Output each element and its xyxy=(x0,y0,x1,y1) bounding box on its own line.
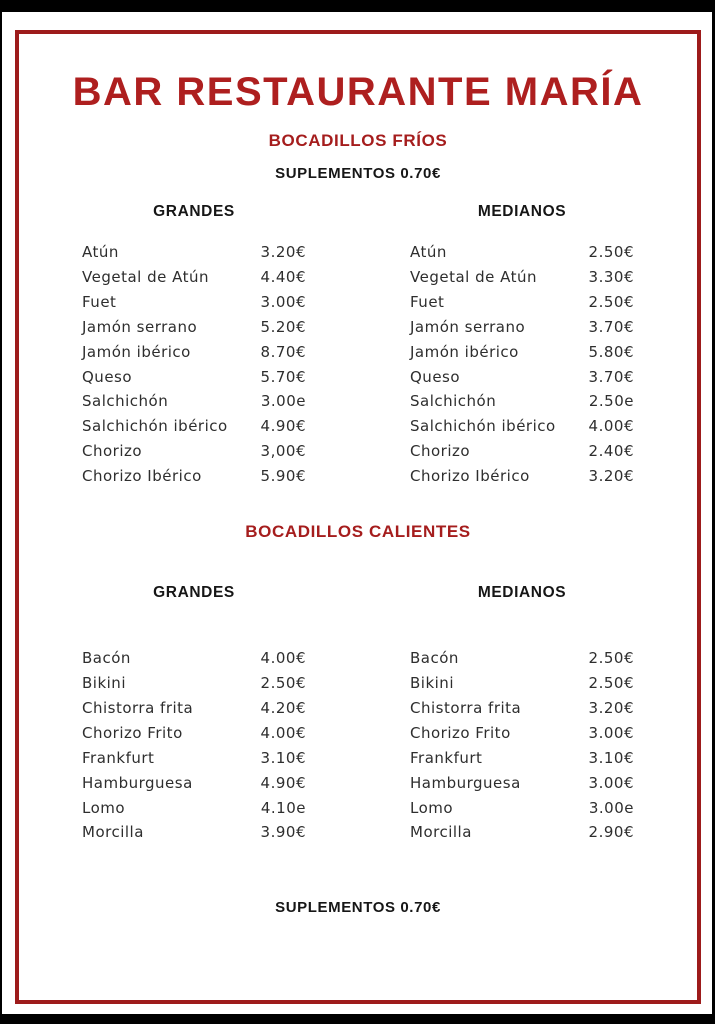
item-name: Atún xyxy=(82,243,119,261)
menu-item-row xyxy=(82,771,306,796)
menu-item-row xyxy=(82,315,306,340)
menu-column-grandes xyxy=(82,203,306,489)
menu-item-row xyxy=(410,671,634,696)
item-price: 2.50€ xyxy=(260,673,306,692)
item-name: Chorizo Ibérico xyxy=(82,467,202,486)
menu-column-medianos xyxy=(410,584,634,845)
item-name: Salchichón ibérico xyxy=(82,417,228,436)
menu-item-row xyxy=(82,820,306,845)
section-title: BOCADILLOS CALIENTES xyxy=(245,522,471,542)
item-price: 2.50e xyxy=(588,392,634,411)
menu-item-row xyxy=(82,671,306,696)
item-price: 2.50€ xyxy=(588,292,634,311)
item-name: Bikini xyxy=(410,673,454,692)
item-price: 3.00€ xyxy=(588,773,634,792)
item-name: Queso xyxy=(410,367,461,386)
item-name: Jamón serrano xyxy=(82,317,198,336)
column-header: MEDIANOS xyxy=(477,203,567,220)
item-price: 2.50€ xyxy=(588,649,634,668)
item-price: 2.50€ xyxy=(588,243,634,261)
item-name: Chistorra frita xyxy=(82,698,194,717)
column-header: GRANDES xyxy=(153,584,235,602)
item-name: Morcilla xyxy=(410,823,472,842)
menu-page xyxy=(2,12,712,1014)
menu-item-row xyxy=(82,439,306,464)
item-price: 3.00e xyxy=(588,798,634,817)
menu-item-row xyxy=(410,820,634,845)
item-name: Fuet xyxy=(82,292,117,311)
item-price: 3.70€ xyxy=(588,317,634,336)
item-price: 4.00€ xyxy=(260,723,306,742)
item-name: Bacón xyxy=(410,649,459,668)
item-price: 2.50€ xyxy=(588,673,634,692)
item-name: Chistorra frita xyxy=(410,698,522,717)
column-header: MEDIANOS xyxy=(477,584,567,602)
menu-item-row xyxy=(82,464,306,489)
item-price: 3.10€ xyxy=(260,748,306,767)
menu-item-row xyxy=(82,240,306,265)
item-name: Jamón ibérico xyxy=(410,342,519,361)
decorative-red-frame xyxy=(15,30,701,1004)
menu-grid xyxy=(19,584,697,845)
menu-item-row xyxy=(410,240,634,265)
column-header: GRANDES xyxy=(153,203,235,220)
item-price: 5.80€ xyxy=(588,342,634,361)
section-bocadillos-calientes xyxy=(19,522,697,845)
menu-item-row xyxy=(82,696,306,721)
item-price: 3.30€ xyxy=(588,267,634,286)
item-name: Bacón xyxy=(82,649,131,668)
menu-item-row xyxy=(410,290,634,315)
item-name: Lomo xyxy=(410,798,454,817)
item-name: Vegetal de Atún xyxy=(82,267,209,286)
menu-column-grandes xyxy=(82,584,306,845)
menu-item-row xyxy=(82,646,306,671)
menu-item-row xyxy=(82,365,306,390)
menu-item-row xyxy=(82,721,306,746)
item-price: 4.00€ xyxy=(260,649,306,668)
item-price: 2.40€ xyxy=(588,442,634,461)
menu-item-row xyxy=(410,746,634,771)
menu-column-medianos xyxy=(410,203,634,489)
footer-supplement-note: SUPLEMENTOS 0.70€ xyxy=(275,899,441,917)
menu-item-row xyxy=(82,290,306,315)
item-name: Jamón ibérico xyxy=(82,342,191,361)
item-price: 3.00e xyxy=(260,392,306,411)
item-price: 3.20€ xyxy=(588,467,634,486)
item-price: 3.20€ xyxy=(588,698,634,717)
item-price: 4.90€ xyxy=(260,773,306,792)
menu-item-row xyxy=(410,771,634,796)
menu-item-row xyxy=(82,340,306,365)
menu-item-row xyxy=(410,389,634,414)
item-price: 3.00€ xyxy=(260,292,306,311)
item-price: 4.10e xyxy=(260,798,306,817)
item-name: Morcilla xyxy=(82,823,144,842)
item-name: Bikini xyxy=(82,673,126,692)
menu-item-row xyxy=(82,414,306,439)
item-name: Salchichón xyxy=(410,392,497,411)
item-name: Queso xyxy=(82,367,133,386)
item-name: Chorizo Frito xyxy=(82,723,183,742)
menu-item-row xyxy=(410,414,634,439)
menu-item-row xyxy=(82,265,306,290)
item-name: Chorizo Ibérico xyxy=(410,467,530,486)
menu-item-row xyxy=(410,796,634,821)
item-name: Lomo xyxy=(82,798,126,817)
item-name: Hamburguesa xyxy=(410,773,521,792)
item-price: 4.40€ xyxy=(260,267,306,286)
menu-item-row xyxy=(410,646,634,671)
item-price: 5.20€ xyxy=(260,317,306,336)
menu-item-row xyxy=(410,340,634,365)
menu-grid xyxy=(19,203,697,489)
item-price: 5.70€ xyxy=(260,367,306,386)
item-price: 3.90€ xyxy=(260,823,306,842)
item-name: Salchichón ibérico xyxy=(410,417,556,436)
menu-item-row xyxy=(410,696,634,721)
item-price: 3.00€ xyxy=(588,723,634,742)
item-price: 4.90€ xyxy=(260,417,306,436)
menu-item-row xyxy=(82,746,306,771)
menu-item-row xyxy=(410,265,634,290)
menu-item-row xyxy=(410,721,634,746)
item-price: 3.70€ xyxy=(588,367,634,386)
menu-item-row xyxy=(410,315,634,340)
item-price: 2.90€ xyxy=(588,823,634,842)
item-name: Jamón serrano xyxy=(410,317,526,336)
item-name: Chorizo xyxy=(82,442,143,461)
menu-item-row xyxy=(410,365,634,390)
restaurant-title: BAR RESTAURANTE MARÍA xyxy=(72,70,644,114)
menu-item-row xyxy=(82,389,306,414)
menu-sections xyxy=(19,131,697,845)
item-name: Vegetal de Atún xyxy=(410,267,537,286)
item-price: 3.20€ xyxy=(260,243,306,261)
item-name: Frankfurt xyxy=(410,748,483,767)
section-title: BOCADILLOS FRÍOS xyxy=(268,131,448,150)
item-price: 5.90€ xyxy=(260,467,306,486)
item-price: 3.10€ xyxy=(588,748,634,767)
item-price: 3,00€ xyxy=(260,442,306,461)
item-name: Chorizo xyxy=(410,442,471,461)
item-price: 4.20€ xyxy=(260,698,306,717)
menu-item-row xyxy=(82,796,306,821)
item-name: Fuet xyxy=(410,292,445,311)
item-price: 4.00€ xyxy=(588,417,634,436)
item-name: Frankfurt xyxy=(82,748,155,767)
menu-item-row xyxy=(410,439,634,464)
item-name: Atún xyxy=(410,243,447,261)
item-name: Hamburguesa xyxy=(82,773,193,792)
item-price: 8.70€ xyxy=(260,342,306,361)
section-bocadillos-frios xyxy=(19,131,697,489)
supplement-note: SUPLEMENTOS 0.70€ xyxy=(275,165,441,182)
menu-item-row xyxy=(410,464,634,489)
item-name: Chorizo Frito xyxy=(410,723,511,742)
item-name: Salchichón xyxy=(82,392,169,411)
